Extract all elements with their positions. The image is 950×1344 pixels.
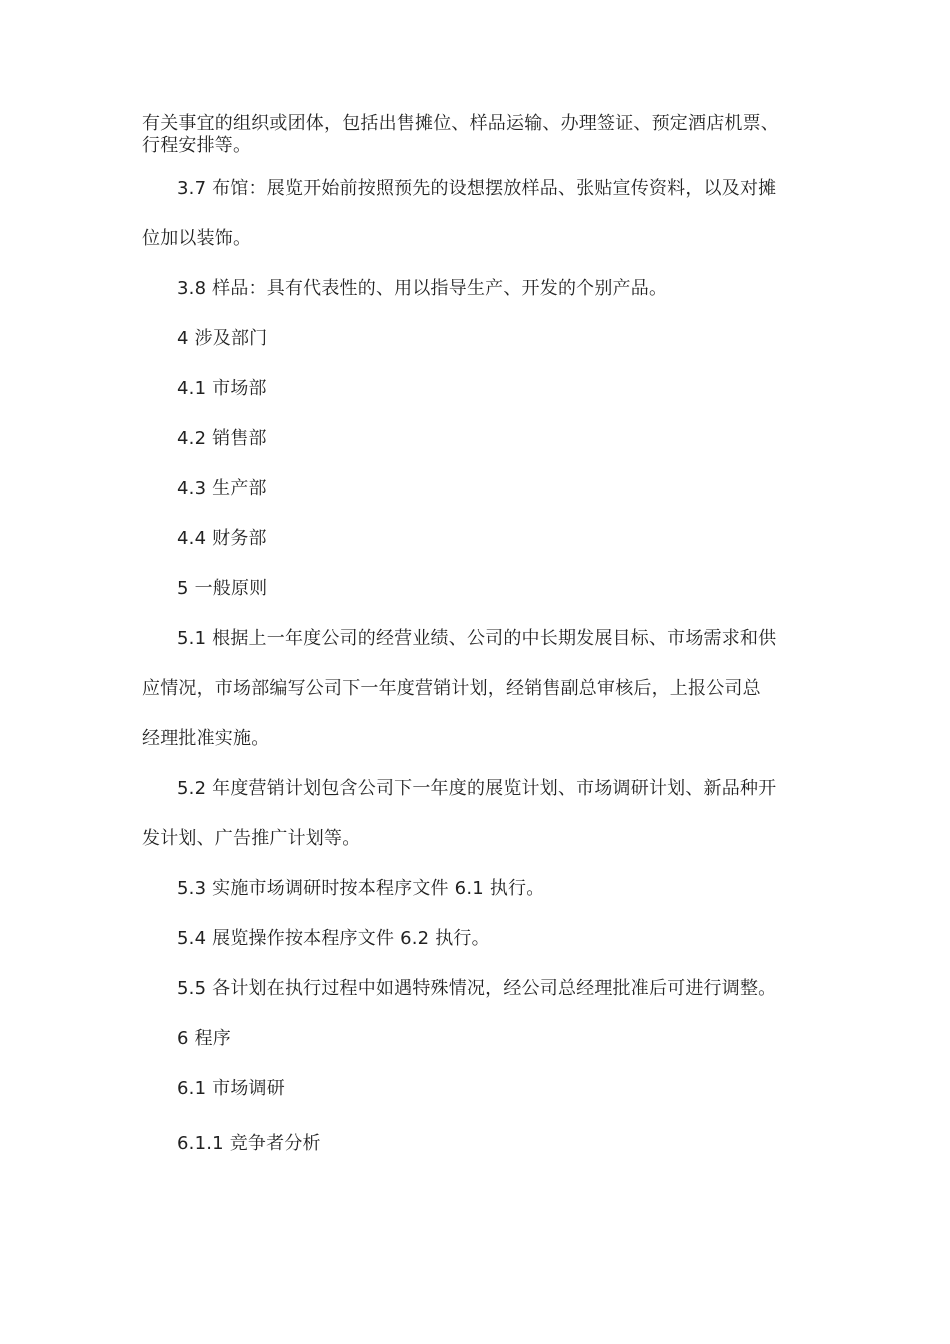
paragraph-line: 5.1 根据上一年度公司的经营业绩、公司的中长期发展目标、市场需求和供 (177, 628, 777, 649)
paragraph-line: 5.4 展览操作按本程序文件 6.2 执行。 (177, 928, 490, 949)
section-heading: 5 一般原则 (177, 578, 268, 599)
list-item: 4.4 财务部 (177, 528, 267, 549)
paragraph-line: 位加以装饰。 (142, 228, 252, 249)
paragraph-line: 有关事宜的组织或团体，包括出售摊位、样品运输、办理签证、预定酒店机票、 (142, 113, 779, 134)
paragraph-line: 发计划、广告推广计划等。 (142, 828, 361, 849)
list-item: 4.1 市场部 (177, 378, 267, 399)
paragraph-line: 3.7 布馆：展览开始前按照预先的设想摆放样品、张贴宣传资料，以及对摊 (177, 178, 777, 199)
paragraph-line: 5.5 各计划在执行过程中如遇特殊情况，经公司总经理批准后可进行调整。 (177, 978, 777, 999)
paragraph-line: 行程安排等。 (142, 135, 252, 156)
section-heading: 6 程序 (177, 1028, 231, 1049)
subsection-heading: 6.1.1 竞争者分析 (177, 1133, 321, 1154)
paragraph-line: 经理批准实施。 (142, 728, 270, 749)
list-item: 4.2 销售部 (177, 428, 267, 449)
list-item: 4.3 生产部 (177, 478, 267, 499)
paragraph-line: 5.3 实施市场调研时按本程序文件 6.1 执行。 (177, 878, 545, 899)
section-heading: 4 涉及部门 (177, 328, 268, 349)
paragraph-line: 应情况，市场部编写公司下一年度营销计划，经销售副总审核后，上报公司总 (142, 678, 761, 699)
paragraph-line: 3.8 样品：具有代表性的、用以指导生产、开发的个别产品。 (177, 278, 668, 299)
paragraph-line: 5.2 年度营销计划包含公司下一年度的展览计划、市场调研计划、新品种开 (177, 778, 777, 799)
subsection-heading: 6.1 市场调研 (177, 1078, 285, 1099)
